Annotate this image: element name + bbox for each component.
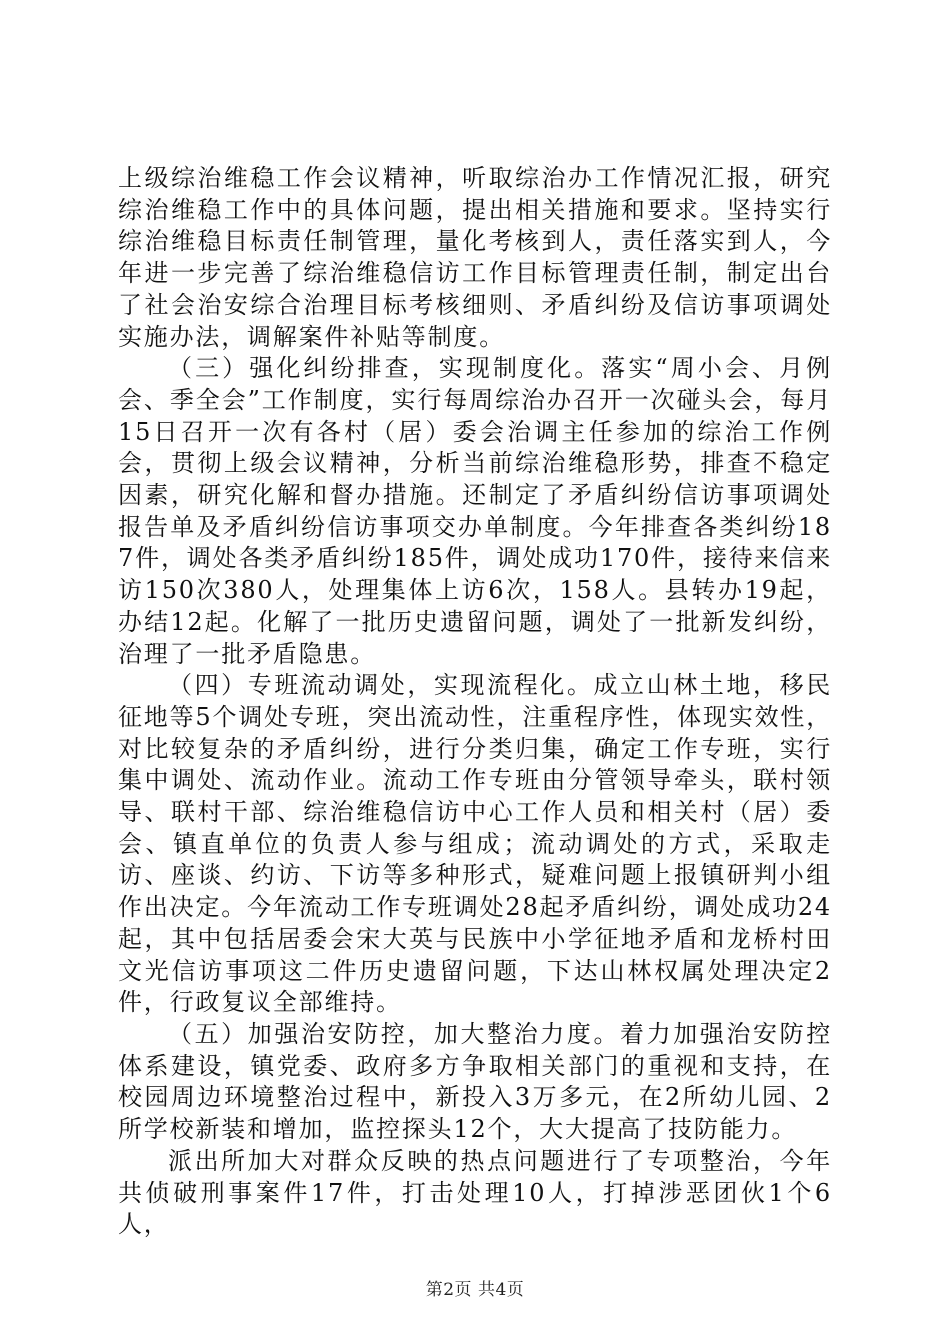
paragraph-police-station: 派出所加大对群众反映的热点问题进行了专项整治，今年共侦破刑事案件17件，打击处理10人，打掉涉恶团伙1个6人， bbox=[118, 1146, 832, 1239]
page-number-footer: 第2页 共4页 bbox=[425, 1280, 525, 1300]
paragraph-continued: 上级综治维稳工作会议精神，听取综治办工作情况汇报，研究综治维稳工作中的具体问题，提出相关措施和要求。坚持实行综治维稳目标责任制管理，量化考核到人，责任落实到人，今年进一步完善了综治维稳信访工作目标管理责任制，制定出台了社会治安综合治理目标考核细则、矛盾纠纷及信访事项调处实施办法，调解案件补贴等制度。 bbox=[118, 164, 832, 351]
document-body bbox=[118, 163, 832, 1241]
paragraph-section-4: （四）专班流动调处，实现流程化。成立山林土地，移民征地等5个调处专班，突出流动性，注重程序性，体现实效性，对比较复杂的矛盾纠纷，进行分类归集，确定工作专班，实行集中调处、流动作业。流动工作专班由分管领导牵头，联村领导、联村干部、综治维稳信访中心工作人员和相关村（居）委会、镇直单位的负责人参与组成；流动调处的方式，采取走访、座谈、约访、下访等多种形式，疑难问题上报镇研判小组作出决定。今年流动工作专班调处28起矛盾纠纷，调处成功24起，其中包括居委会宋大英与民族中小学征地矛盾和龙桥村田文光信访事项这二件历史遗留问题，下达山林权属处理决定2件，行政复议全部维持。 bbox=[118, 671, 832, 1017]
paragraph-section-5: （五）加强治安防控，加大整治力度。着力加强治安防控体系建设，镇党委、政府多方争取相关部门的重视和支持，在校园周边环境整治过程中，新投入3万多元，在2所幼儿园、2所学校新装和增加，监控探头12个，大大提高了技防能力。 bbox=[118, 1019, 832, 1144]
paragraph-section-3: （三）强化纠纷排查，实现制度化。落实“周小会、月例会、季全会”工作制度，实行每周综治办召开一次碰头会，每月15日召开一次有各村（居）委会治调主任参加的综治工作例会，贯彻上级会议精神，分析当前综治维稳形势，排查不稳定因素，研究化解和督办措施。还制定了矛盾纠纷信访事项调处报告单及矛盾纠纷信访事项交办单制度。今年排查各类纠纷187件，调处各类矛盾纠纷185件，调处成功170件，接待来信来访150次380人，处理集体上访6次，158人。县转办19起，办结12起。化解了一批历史遗留问题，调处了一批新发纠纷，治理了一批矛盾隐患。 bbox=[118, 354, 832, 668]
